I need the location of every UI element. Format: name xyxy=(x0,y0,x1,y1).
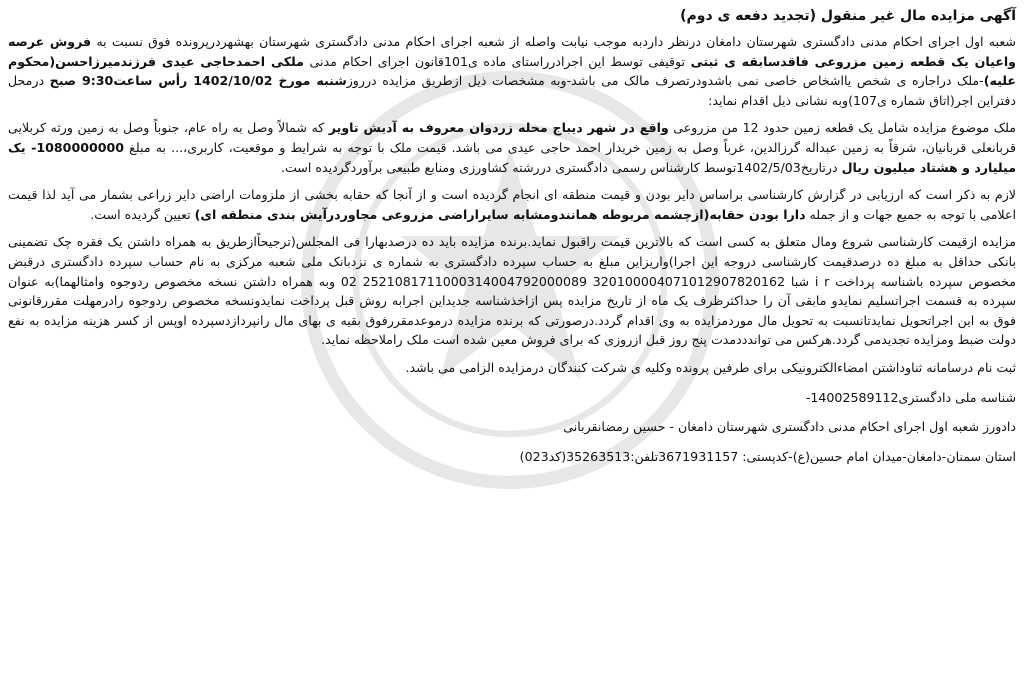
water-text-a: لازم به ذکر است که ارزیابی در گزارش کارشناسی براساس دایر بودن و قیمت منطقه ای انجام گردیده است و از آنجا که حقابه بخشی از ملزومات اراضی دایر زراعی بشمار می آید لذا قیمت اعلامی با توجه به جمیع جهات و از جمله xyxy=(8,187,1016,222)
intro-paragraph xyxy=(8,32,1016,110)
intro-text-c: توقیفی توسط این اجرادرراستای ماده ی101قانون اجرای احکام مدنی xyxy=(303,53,691,69)
auction-date-time: شنبه مورخ 1402/10/02 رأس ساعت9:30 صبح xyxy=(49,73,347,89)
address-line: استان سمنان-دامغان-میدان امام حسین(ع)-کدپستی: 3671931157تلفن:35263513(کد023) xyxy=(519,448,1016,464)
intro-debtor: ملکی احمدحاجی عیدی فرزندمیرزاحسن(محکوم علیه) xyxy=(8,53,1017,89)
property-text-a: ملک موضوع مزایده شامل یک قطعه زمین حدود 12 من مزروعی xyxy=(668,120,1016,136)
water-rights: دارا بودن حقابه(ازچشمه مربوطه همانندومشابه سایراراضی مزروعی مجاوردرآیش بندی منطقه ای) xyxy=(194,206,806,222)
registration-note: ثبت نام درسامانه ثناوداشتن امضاءالکترونیکی برای طرفین پرونده وکلیه ی شرکت کنندگان درمزایده الزامی می باشد. xyxy=(405,359,1016,375)
water-text-c: تعیین گردیده است. xyxy=(90,206,195,222)
property-paragraph xyxy=(8,118,1016,177)
property-text-c: که شمالاً وصل به راه عام، جنوباً وصل به زمین ورثه کربلایی قربانعلی قربانیان، شرقاً به زمین عبداله گرزالدین، غرباً وصل به زمین خریدار احمد حاجی عیدی می باشد. قیمت ملک با توجه به شرایط و موقعیت، کاربری،... به مبلغ xyxy=(8,120,1016,155)
intro-text-e: -ملک دراجاره ی شخص یااشخاص خاصی نمی باشدودرتصرف مالک می باشد-وبه مشخصات ذیل ازطریق مزایده درروز xyxy=(346,73,984,89)
intro-text-a: شعبه اول اجرای احکام مدنی دادگستری شهرستان دامغان درنظر داردبه موجب نیابت واصله از شعبه اجرای احکام مدنی دادگستری شهرستان بهشهردرپرونده فوق نسبت به xyxy=(91,34,1016,49)
national-id: شناسه ملی دادگستری14002589112- xyxy=(805,389,1016,405)
notice-title: آگهی مزایده مال غیر منقول (تجدید دفعه ی دوم) xyxy=(680,8,1016,24)
intro-property-type: فروش عرصه واعیان یک قطعه زمین مزروعی فاقدسابقه ی ثبتی xyxy=(8,34,1016,69)
signature-line: دادورز شعبه اول اجرای احکام مدنی دادگستری شهرستان دامغان - حسین رمضانقربانی xyxy=(563,419,1016,435)
intro-text-g: درمحل دفتراین اجر(اتاق شماره ی107)وبه نشانی ذیل اقدام نماید: xyxy=(8,73,1016,108)
auction-notice xyxy=(8,6,1016,476)
property-location: واقع در شهر دیباج محله زردوان معروف به آدیش تاویر xyxy=(328,120,669,136)
property-text-e: درتاریخ1402/5/03توسط کارشناس رسمی دادگستری دررشته کشاورزی ومنابع طبیعی برآوردگردیده است. xyxy=(280,159,842,175)
terms-paragraph: مزایده ازقیمت کارشناسی شروع ومال متعلق به کسی است که بالاترین قیمت راقبول نماید.برنده مزایده باید ده درصدبهارا فی المجلس(ترجیحاًازطریق به همراه داشتن یک فقره چک تضمینی بانکی حداقل به مبلغ ده درصدقیمت کارشناسی دروجه این اجرا)واریزاین مبلغ به حساب سپرده دادگستری به شماره ی نزدبانک ملی شعبه مرکزی به نام حساب سپرده دادگستری درقبض مخصوص سپرده باشناسه پرداخت i r شبا 320100004071012907820162 2521081711000314004792000089 02 وبه همراه داشتن نسخه مخصوص ردوجوه وامثالهما)به عنوان سپرده به قسمت اجراتسلیم نمایدو مابقی آن را حداکثرظرف یک ماه از تاریخ مزایده پس ازاخذشناسه جدیداین اجرابه روش قبل پرداخت نمایدونسخه مخصوص ردوجوه رادرمهلت مقررقانونی فوق به این اجراتحویل نمایدتانسبت به تحویل مال موردمزایده به وی اقدام گردد.درصورتی که برنده مزایده درموعدمقررفوق بقیه ی بهای مال رانپردازدسپرده اوپس از کسر هزینه مزایده به نفع دولت ضبط ومزایده تجدیدمی گردد.هرکس می تواندددمدت پنج روز قبل ازروزی که برای فروش معین شده است ملک راملاحظه نماید. xyxy=(8,234,1016,348)
property-price: 1080000000- یک میلیارد و هشتاد میلیون ریال xyxy=(8,139,1016,175)
water-rights-paragraph xyxy=(8,185,1016,224)
